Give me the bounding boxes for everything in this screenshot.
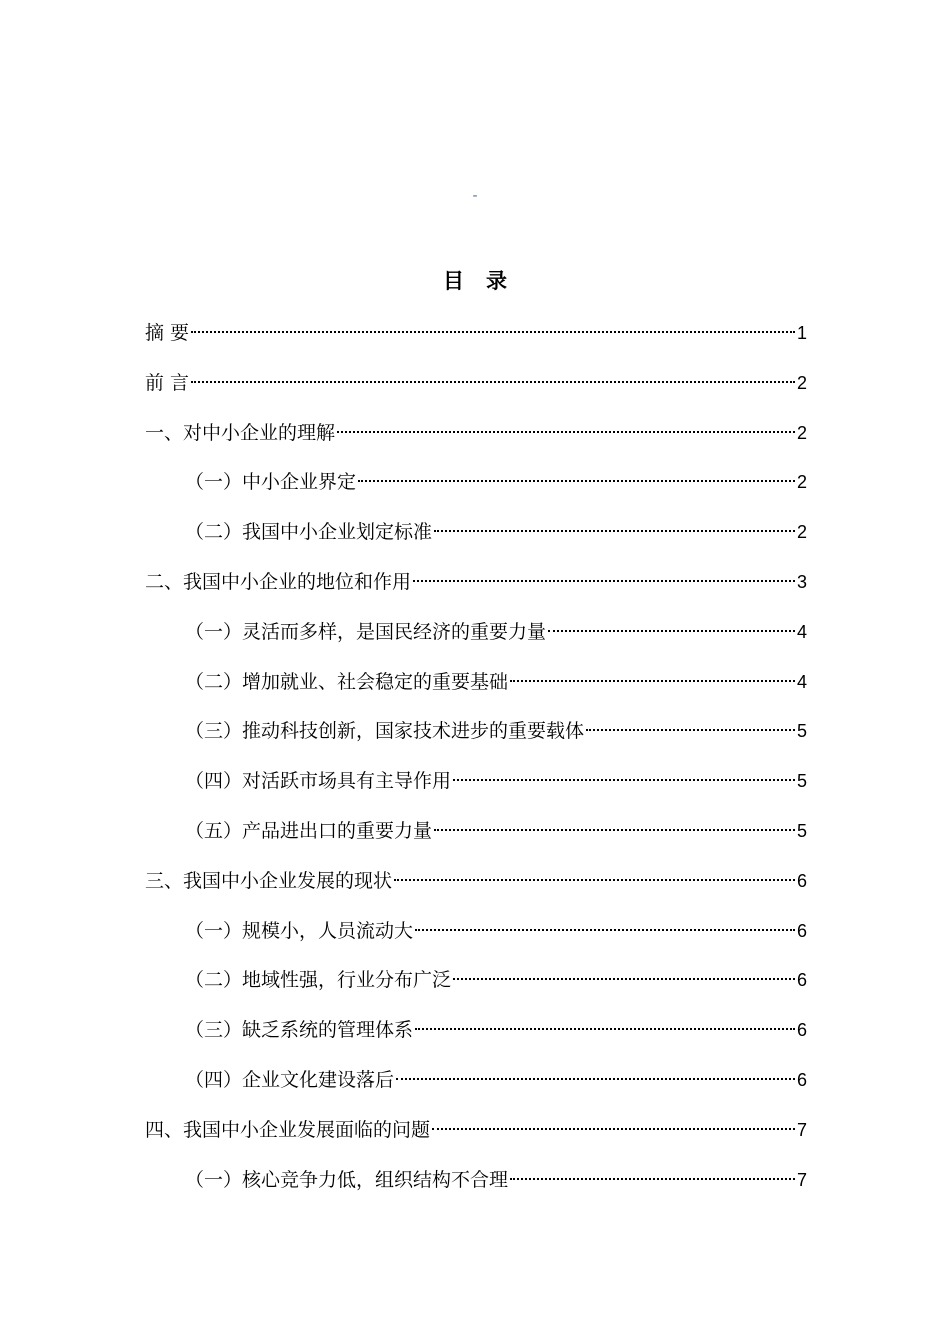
table-of-contents xyxy=(145,309,807,1205)
toc-page-number: 7 xyxy=(796,1169,807,1190)
toc-page-number: 4 xyxy=(796,621,807,642)
toc-page-number: 6 xyxy=(796,1069,807,1090)
toc-entry[interactable] xyxy=(145,1006,807,1056)
toc-entry[interactable] xyxy=(145,558,807,608)
toc-entry-text: （二）地域性强，行业分布广泛 xyxy=(185,969,452,992)
toc-entry[interactable] xyxy=(145,359,807,409)
toc-entry-text: 前 言 xyxy=(145,371,190,394)
toc-leader-dots xyxy=(413,580,795,582)
toc-entry[interactable] xyxy=(145,409,807,459)
toc-leader-dots xyxy=(191,381,795,383)
toc-page-number: 2 xyxy=(796,372,807,393)
toc-page-number: 2 xyxy=(796,472,807,493)
toc-leader-dots xyxy=(510,1178,795,1180)
toc-entry[interactable] xyxy=(145,1056,807,1106)
toc-leader-dots xyxy=(415,1028,795,1030)
toc-entry-text: （二）我国中小企业划定标准 xyxy=(185,521,433,544)
toc-page-number: 7 xyxy=(796,1119,807,1140)
toc-entry-text: （四）对活跃市场具有主导作用 xyxy=(185,770,452,793)
toc-page-number: 6 xyxy=(796,970,807,991)
toc-page-number: 1 xyxy=(796,323,807,343)
toc-page-number: 6 xyxy=(796,920,807,941)
toc-entry[interactable] xyxy=(145,508,807,558)
toc-entry-text: （四）企业文化建设落后 xyxy=(185,1068,395,1091)
toc-leader-dots xyxy=(394,879,795,881)
toc-entry-text: （五）产品进出口的重要力量 xyxy=(185,819,433,842)
toc-entry[interactable] xyxy=(145,707,807,757)
toc-entry-text: 三、我国中小企业发展的现状 xyxy=(145,869,393,892)
toc-entry-text: （一）中小企业界定 xyxy=(185,471,357,494)
toc-page-number: 6 xyxy=(796,1020,807,1041)
toc-entry[interactable] xyxy=(145,608,807,658)
toc-leader-dots xyxy=(510,680,795,682)
toc-entry-text: 四、我国中小企业发展面临的问题 xyxy=(145,1118,431,1141)
toc-leader-dots xyxy=(453,779,795,781)
toc-leader-dots xyxy=(548,630,795,632)
toc-entry-text: （三）推动科技创新，国家技术进步的重要载体 xyxy=(185,720,585,743)
toc-entry[interactable] xyxy=(145,857,807,907)
toc-entry[interactable] xyxy=(145,757,807,807)
toc-leader-dots xyxy=(337,431,795,433)
toc-page-number: 3 xyxy=(796,571,807,592)
toc-entry-text: （一）规模小，人员流动大 xyxy=(185,919,414,942)
toc-entry[interactable] xyxy=(145,309,807,359)
toc-leader-dots xyxy=(415,929,795,931)
toc-page-number: 4 xyxy=(796,671,807,692)
toc-entry-text: （二）增加就业、社会稳定的重要基础 xyxy=(185,670,509,693)
toc-page-number: 2 xyxy=(796,522,807,543)
toc-page-number: 5 xyxy=(796,721,807,742)
toc-title: 目录 xyxy=(443,269,529,293)
toc-page-number: 5 xyxy=(796,771,807,792)
toc-entry[interactable] xyxy=(145,807,807,857)
toc-entry[interactable] xyxy=(145,458,807,508)
toc-entry-text: 摘 要 xyxy=(145,322,190,344)
toc-entry-text: （一）灵活而多样，是国民经济的重要力量 xyxy=(185,620,547,643)
toc-entry-text: （三）缺乏系统的管理体系 xyxy=(185,1019,414,1042)
toc-entry-text: 二、我国中小企业的地位和作用 xyxy=(145,570,412,593)
toc-leader-dots xyxy=(434,829,795,831)
toc-page-number: 5 xyxy=(796,820,807,841)
toc-leader-dots xyxy=(358,480,795,482)
toc-leader-dots xyxy=(453,978,795,980)
toc-leader-dots xyxy=(432,1128,795,1130)
toc-page-number: 2 xyxy=(796,422,807,443)
toc-leader-dots xyxy=(396,1078,795,1080)
toc-leader-dots xyxy=(434,530,795,532)
toc-leader-dots xyxy=(586,729,795,731)
toc-entry[interactable] xyxy=(145,907,807,957)
toc-entry-text: （一）核心竞争力低，组织结构不合理 xyxy=(185,1168,509,1191)
toc-entry[interactable] xyxy=(145,1106,807,1156)
toc-entry[interactable] xyxy=(145,956,807,1006)
toc-entry-text: 一、对中小企业的理解 xyxy=(145,421,336,444)
header-mark: - xyxy=(472,188,478,204)
toc-entry[interactable] xyxy=(145,658,807,708)
toc-page-number: 6 xyxy=(796,870,807,891)
toc-entry[interactable] xyxy=(145,1156,807,1206)
toc-leader-dots xyxy=(191,331,795,333)
